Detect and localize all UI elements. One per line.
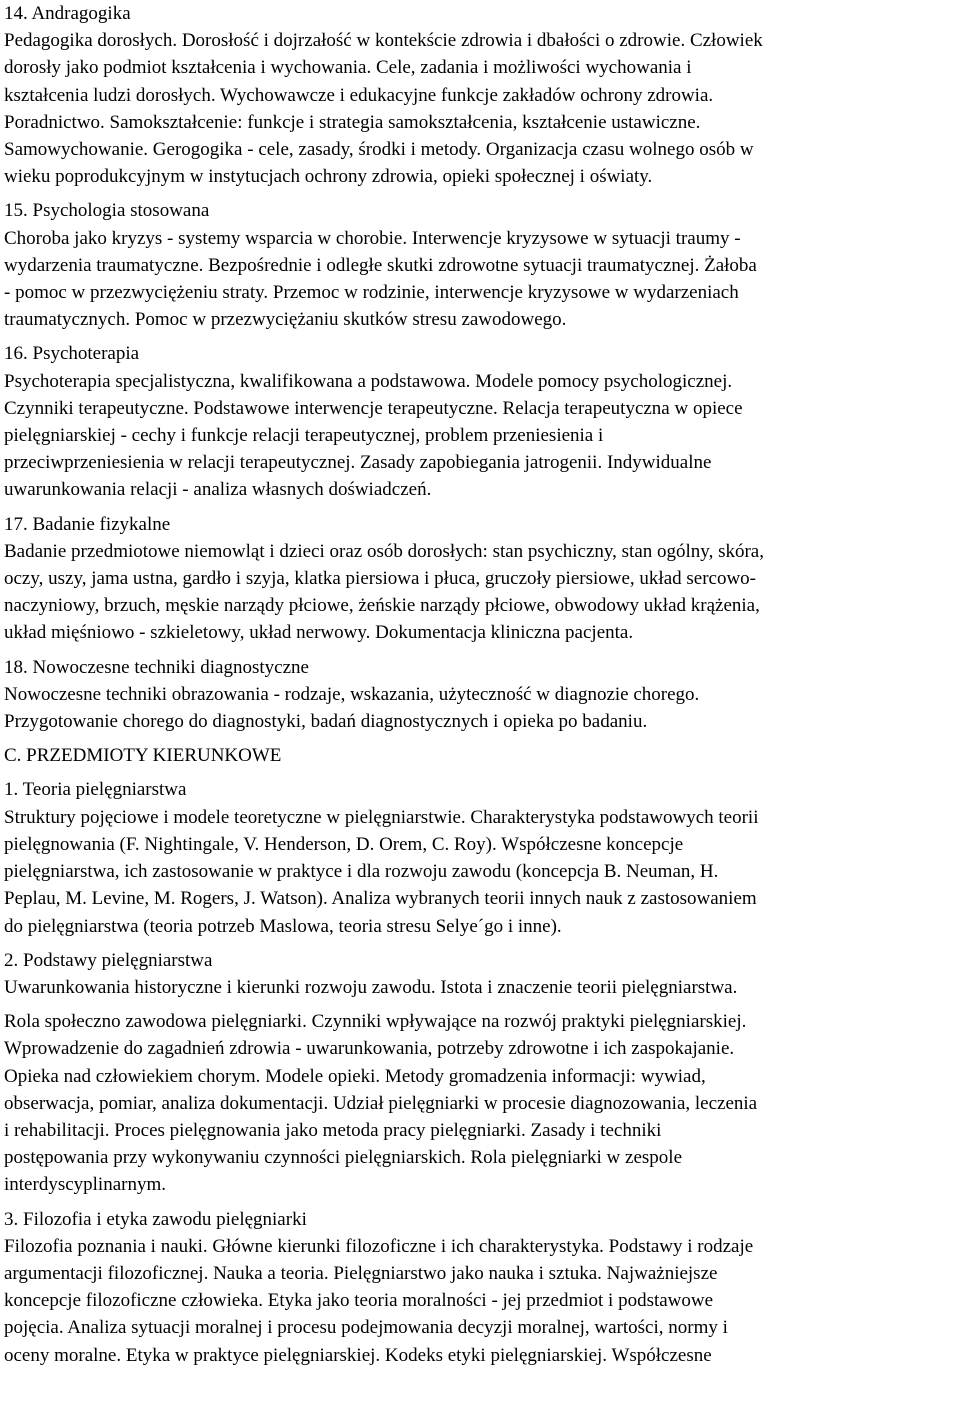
text-line: pojęcia. Analiza sytuacji moralnej i procesu podejmowania decyzji moralnej, wartości, normy i (4, 1317, 728, 1339)
text-line: Samowychowanie. Gerogogika - cele, zasady, środki i metody. Organizacja czasu wolnego osób w (4, 139, 754, 161)
section-podstawy-pielegniarstwa (4, 947, 958, 1001)
section-teoria-pielegniarstwa (4, 776, 958, 939)
text-line: układ mięśniowo - szkieletowy, układ nerwowy. Dokumentacja kliniczna pacjenta. (4, 622, 634, 644)
text-line: kształcenia ludzi dorosłych. Wychowawcze i edukacyjne funkcje zakładów ochrony zdrowia. (4, 84, 714, 106)
section-heading: 2. Podstawy pielęgniarstwa (4, 949, 213, 971)
text-line: argumentacji filozoficznej. Nauka a teoria. Pielęgniarstwo jako nauka i sztuka. Najważniejsze (4, 1262, 718, 1284)
section-body (4, 368, 958, 504)
section-heading: 18. Nowoczesne techniki diagnostyczne (4, 656, 309, 678)
text-line: Badanie przedmiotowe niemowląt i dzieci oraz osób dorosłych: stan psychiczny, stan ogólny, skóra, (4, 540, 764, 562)
text-line: postępowania przy wykonywaniu czynności pielęgniarskich. Rola pielęgniarki w zespole (4, 1147, 682, 1169)
text-line: obserwacja, pomiar, analiza dokumentacji. Udział pielęgniarki w procesie diagnozowania, leczenia (4, 1092, 758, 1114)
text-line: Wprowadzenie do zagadnień zdrowia - uwarunkowania, potrzeby zdrowotne i ich zaspokajanie. (4, 1038, 735, 1060)
text-line: oczy, uszy, jama ustna, gardło i szyja, klatka piersiowa i płuca, gruczoły piersiowe, układ sercowo- (4, 568, 757, 590)
text-line: Peplau, M. Levine, M. Rogers, J. Watson). Analiza wybranych teorii innych nauk z zastosowaniem (4, 888, 757, 910)
text-line: wieku poprodukcyjnym w instytucjach ochrony zdrowia, opieki społecznej i oświaty. (4, 166, 653, 188)
section-body (4, 1008, 958, 1198)
text-line: Czynniki terapeutyczne. Podstawowe interwencje terapeutyczne. Relacja terapeutyczna w opiece (4, 397, 743, 419)
text-line: Psychoterapia specjalistyczna, kwalifikowana a podstawowa. Modele pomocy psychologicznej. (4, 370, 733, 392)
text-line: interdyscyplinarnym. (4, 1174, 166, 1196)
text-line: Struktury pojęciowe i modele teoretyczne w pielęgniarstwie. Charakterystyka podstawowych teorii (4, 806, 759, 828)
section-heading: 1. Teoria pielęgniarstwa (4, 779, 187, 801)
text-line: Filozofia poznania i nauki. Główne kierunki filozoficzne i ich charakterystyka. Podstawy i rodzaje (4, 1235, 754, 1257)
section-body (4, 974, 958, 1001)
section-heading: 15. Psychologia stosowana (4, 200, 210, 222)
document-page (4, 0, 958, 1376)
text-line: uwarunkowania relacji - analiza własnych doświadczeń. (4, 479, 432, 501)
text-line: pielęgnowania (F. Nightingale, V. Henderson, D. Orem, C. Roy). Współczesne koncepcje (4, 833, 684, 855)
text-line: przeciwprzeniesienia w relacji terapeutycznej. Zasady zapobiegania jatrogenii. Indywidualne (4, 452, 712, 474)
text-line: dorosły jako podmiot kształcenia i wychowania. Cele, zadania i możliwości wychowania i (4, 57, 692, 79)
section-podstawy-pielegniarstwa-cont (4, 1008, 958, 1198)
text-line: Opieka nad człowiekiem chorym. Modele opieki. Metody gromadzenia informacji: wywiad, (4, 1065, 706, 1087)
section-nowoczesne-techniki (4, 654, 958, 736)
section-heading: 16. Psychoterapia (4, 343, 140, 365)
section-heading: 14. Andragogika (4, 3, 131, 24)
text-line: Nowoczesne techniki obrazowania - rodzaje, wskazania, użyteczność w diagnozie chorego. (4, 683, 700, 705)
section-body (4, 225, 958, 334)
text-line: Pedagogika dorosłych. Dorosłość i dojrzałość w kontekście zdrowia i dbałości o zdrowie. Człowiek (4, 30, 763, 52)
section-badanie-fizykalne (4, 511, 958, 647)
section-andragogika (4, 0, 958, 190)
section-body (4, 27, 958, 190)
text-line: wydarzenia traumatyczne. Bezpośrednie i odległe skutki zdrowotne sytuacji traumatycznej. Żałoba (4, 254, 757, 276)
text-line: pielęgniarskiej - cechy i funkcje relacji terapeutycznej, problem przeniesienia i (4, 425, 604, 447)
text-line: koncepcje filozoficzne człowieka. Etyka jako teoria moralności - jej przedmiot i podstawowe (4, 1290, 714, 1312)
text-line: oceny moralne. Etyka w praktyce pielęgniarskiej. Kodeks etyki pielęgniarskiej. Współczesne (4, 1344, 712, 1366)
text-line: Poradnictwo. Samokształcenie: funkcje i strategia samokształcenia, kształcenie ustawiczne. (4, 111, 701, 133)
section-body (4, 538, 958, 647)
text-line: - pomoc w przezwyciężeniu straty. Przemoc w rodzinie, interwencje kryzysowe w wydarzeniach (4, 282, 739, 304)
section-heading: 3. Filozofia i etyka zawodu pielęgniarki (4, 1208, 307, 1230)
text-line: do pielęgniarstwa (teoria potrzeb Maslowa, teoria stresu Selye´go i inne). (4, 915, 562, 937)
section-psychologia-stosowana (4, 197, 958, 333)
text-line: i rehabilitacji. Proces pielęgnowania jako metoda pracy pielęgniarki. Zasady i techniki (4, 1119, 662, 1141)
text-line: Rola społeczno zawodowa pielęgniarki. Czynniki wpływające na rozwój praktyki pielęgniarskiej. (4, 1011, 747, 1033)
text-line: Choroba jako kryzys - systemy wsparcia w chorobie. Interwencje kryzysowe w sytuacji traumy - (4, 227, 741, 249)
section-heading: 17. Badanie fizykalne (4, 513, 171, 535)
text-line: naczyniowy, brzuch, męskie narządy płciowe, żeńskie narządy płciowe, obwodowy układ krążenia, (4, 595, 760, 617)
block-title: C. PRZEDMIOTY KIERUNKOWE (4, 745, 282, 767)
text-line: Uwarunkowania historyczne i kierunki rozwoju zawodu. Istota i znaczenie teorii pielęgniarstwa. (4, 976, 738, 998)
section-body (4, 1233, 958, 1369)
text-line: Przygotowanie chorego do diagnostyki, badań diagnostycznych i opieka po badaniu. (4, 711, 648, 733)
section-body (4, 681, 958, 735)
section-body (4, 804, 958, 940)
section-psychoterapia (4, 340, 958, 503)
section-filozofia-i-etyka (4, 1206, 958, 1369)
text-line: pielęgniarstwa, ich zastosowanie w praktyce i dla rozwoju zawodu (koncepcja B. Neuman, H. (4, 861, 719, 883)
text-line: traumatycznych. Pomoc w przezwyciężaniu skutków stresu zawodowego. (4, 309, 567, 331)
